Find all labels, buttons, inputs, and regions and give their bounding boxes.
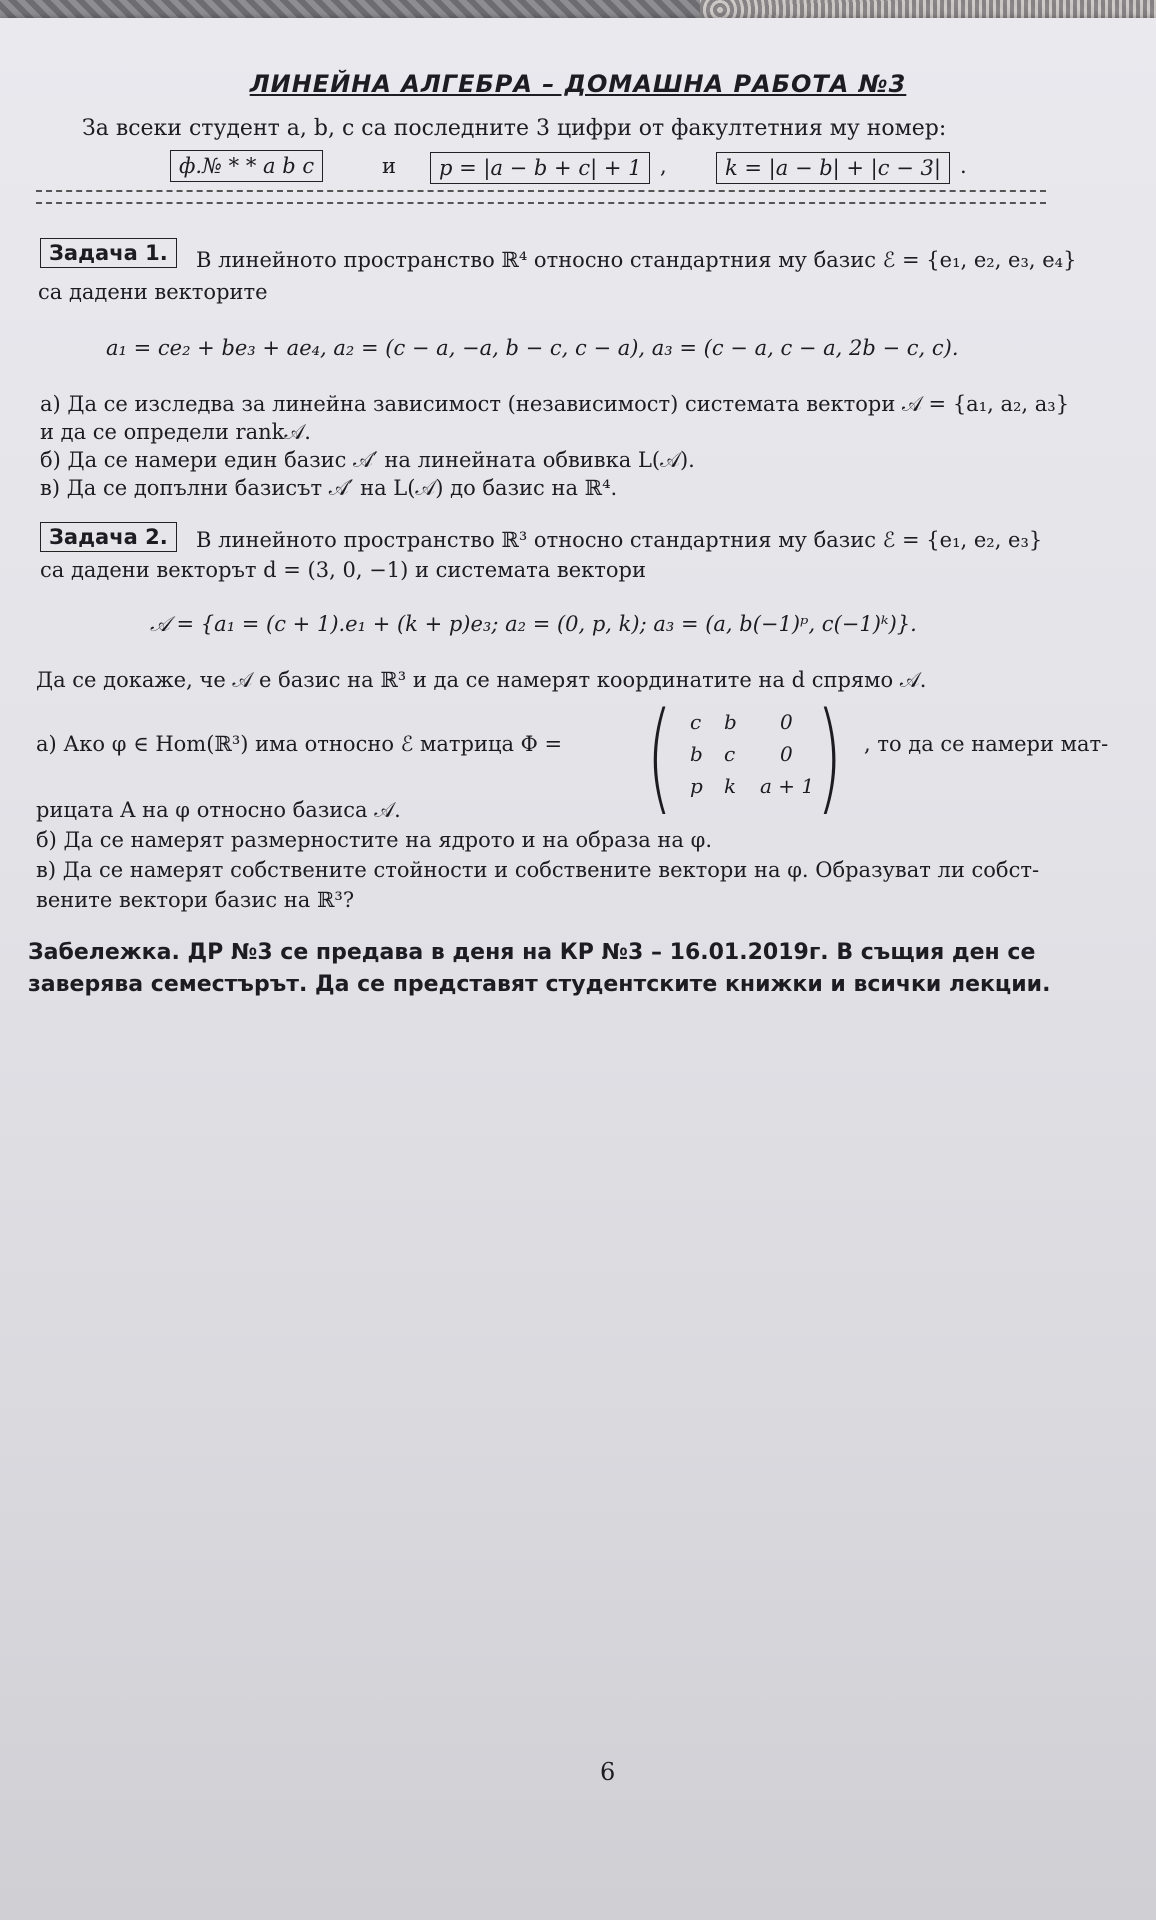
task1-part-a-cont: и да се определи rank𝒜. xyxy=(40,420,311,444)
and-word: и xyxy=(382,154,396,178)
task1-line2: са дадени векторите xyxy=(38,280,268,304)
faculty-number-box: ф.№ * * a b c xyxy=(170,150,323,182)
task1-part-a: а) Да се изследва за линейна зависимост (независимост) системата вектори 𝒜 = {a₁, a₂, a₃} xyxy=(40,392,1070,416)
task1-label: Задача 1. xyxy=(40,238,177,268)
task2-system: 𝒜 = {a₁ = (c + 1).e₁ + (k + p)e₃; a₂ = (0, p, k); a₃ = (a, b(−1)ᵖ, c(−1)ᵏ)}. xyxy=(150,612,917,636)
task2-part-a-cont: рицата A на φ относно базиса 𝒜. xyxy=(36,798,401,822)
matrix-cell: 0 xyxy=(780,710,793,734)
task1-part-c: в) Да се допълни базисът 𝒜′ на L(𝒜) до базис на ℝ⁴. xyxy=(40,476,618,500)
task2-label: Задача 2. xyxy=(40,522,177,552)
k-formula-box: k = |a − b| + |c − 3| xyxy=(716,152,950,184)
task2-part-b: б) Да се намерят размерностите на ядрото и на образа на φ. xyxy=(36,828,712,852)
task2-line2: са дадени векторът d = (3, 0, −1) и системата вектори xyxy=(40,558,646,582)
matrix-cell: p xyxy=(690,774,703,798)
separator-rule xyxy=(36,190,1046,204)
matrix-cell: a + 1 xyxy=(760,774,815,798)
task2-part-c: в) Да се намерят собствените стойности и собствените вектори на φ. Образуват ли собст- xyxy=(36,858,1040,882)
matrix-right-paren: ) xyxy=(816,688,843,827)
page-title: ЛИНЕЙНА АЛГЕБРА – ДОМАШНА РАБОТА №3 xyxy=(249,70,907,98)
task2-part-c-cont: вените вектори базис на ℝ³? xyxy=(36,888,355,912)
paper-sheet xyxy=(0,18,1156,1920)
task1-line1: В линейното пространство ℝ⁴ относно стандартния му базис ℰ = {e₁, e₂, e₃, e₄} xyxy=(196,248,1077,272)
matrix-cell: b xyxy=(690,742,703,766)
intro-text: За всеки студент a, b, c са последните 3 цифри от факултетния му номер: xyxy=(82,116,947,141)
matrix-cell: 0 xyxy=(780,742,793,766)
page-number: 6 xyxy=(600,1758,616,1786)
note-line2: заверява семестърът. Да се представят студентските книжки и всички лекции. xyxy=(28,972,1051,997)
matrix-cell: k xyxy=(724,774,737,798)
comma: , xyxy=(660,154,667,178)
task1-part-b: б) Да се намери един базис 𝒜′ на линейната обвивка L(𝒜). xyxy=(40,448,695,472)
matrix-cell: c xyxy=(724,742,736,766)
phi-matrix xyxy=(646,688,843,827)
matrix-cell: b xyxy=(724,710,737,734)
note-line1: Забележка. ДР №3 се предава в деня на КР №3 – 16.01.2019г. В същия ден се xyxy=(28,940,1036,965)
p-formula-box: p = |a − b + c| + 1 xyxy=(430,152,650,184)
period: . xyxy=(960,154,967,178)
task2-prove: Да се докаже, че 𝒜 е базис на ℝ³ и да се намерят координатите на d спрямо 𝒜. xyxy=(36,668,927,692)
task2-line1: В линейното пространство ℝ³ относно стандартния му базис ℰ = {e₁, e₂, e₃} xyxy=(196,528,1043,552)
task2-part-a: а) Ако φ ∈ Hom(ℝ³) има относно ℰ матрица Φ = xyxy=(36,732,563,756)
matrix-left-paren: ( xyxy=(646,688,673,827)
task2-part-a-end: , то да се намери мат- xyxy=(864,732,1109,756)
task1-vectors: a₁ = ce₂ + be₃ + ae₄, a₂ = (c − a, −a, b − c, c − a), a₃ = (c − a, c − a, 2b − c, c). xyxy=(106,336,959,360)
matrix-cell: c xyxy=(690,710,702,734)
